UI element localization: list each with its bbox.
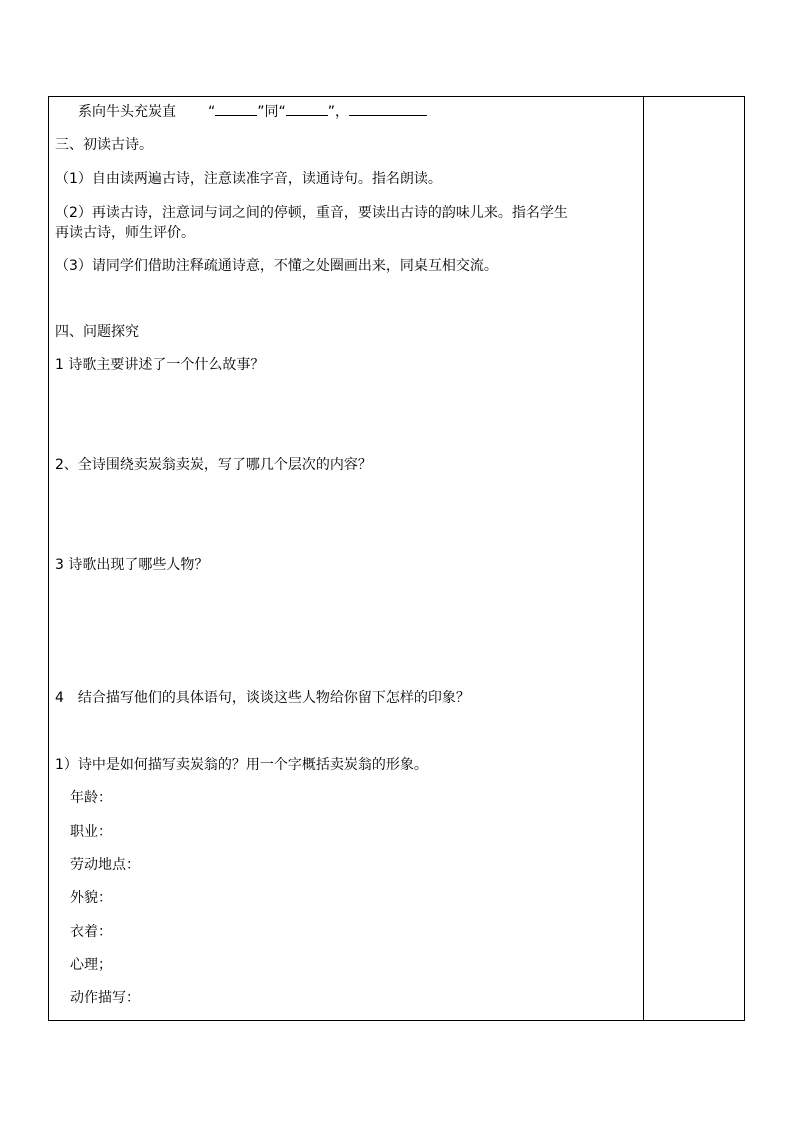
close-quote-comma: ”，: [327, 104, 350, 120]
open-quote: “: [208, 104, 216, 120]
instruction-3: （3）请同学们借助注释疏通诗意，不懂之处圈画出来，同桌互相交流。: [55, 258, 498, 274]
column-divider: [643, 97, 644, 1020]
field-action: 动作描写：: [70, 990, 140, 1006]
field-appearance: 外貌：: [70, 890, 112, 906]
field-age: 年龄：: [70, 790, 112, 806]
instruction-2-line-2: 再读古诗，师生评价。: [55, 225, 195, 241]
field-work-place: 劳动地点：: [70, 857, 140, 873]
question-4-sub-1: 1）诗中是如何描写卖炭翁的？用一个字概括卖炭翁的形象。: [55, 757, 428, 773]
section-3-heading: 三、初读古诗。: [55, 137, 153, 153]
instruction-2-line-1: （2）再读古诗，注意词与词之间的停顿，重音，要读出古诗的韵味儿来。指名学生: [55, 205, 568, 221]
question-2: 2、全诗围绕卖炭翁卖炭，写了哪几个层次的内容？: [55, 457, 372, 473]
question-1: 1 诗歌主要讲述了一个什么故事？: [55, 357, 265, 373]
blank-1[interactable]: [215, 101, 257, 116]
blank-3[interactable]: [349, 101, 427, 116]
field-occupation: 职业：: [70, 824, 112, 840]
fill-blank-line: [78, 101, 427, 121]
field-psychology: 心理；: [70, 957, 112, 973]
blank-2[interactable]: [286, 101, 328, 116]
field-clothing: 衣着：: [70, 924, 112, 940]
instruction-1: （1）自由读两遍古诗，注意读准字音，读通诗句。指名朗读。: [55, 171, 442, 187]
question-3: 3 诗歌出现了哪些人物？: [55, 557, 209, 573]
question-4: 4 结合描写他们的具体语句，谈谈这些人物给你留下怎样的印象？: [55, 690, 470, 706]
section-4-heading: 四、问题探究: [55, 324, 139, 340]
same-as-text: ”同“: [257, 104, 286, 120]
poem-line-text: 系向牛头充炭直: [78, 104, 176, 120]
